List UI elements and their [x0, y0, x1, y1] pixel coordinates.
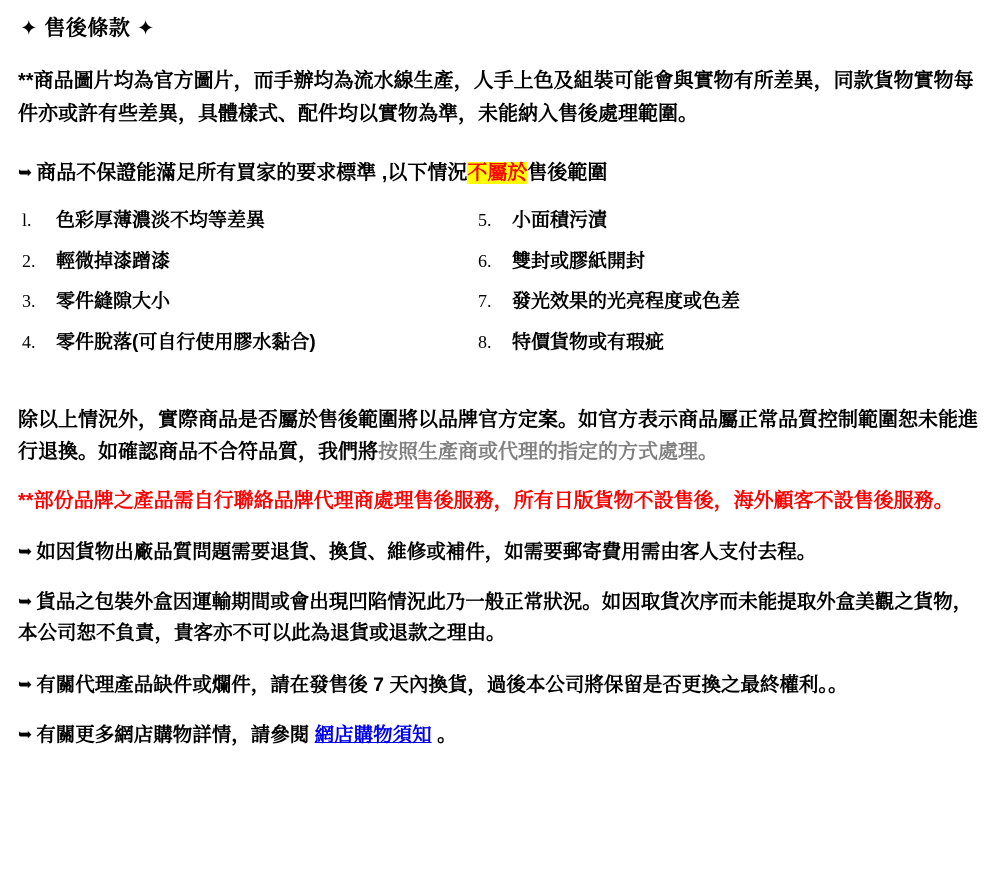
scope-highlight: 不屬於: [467, 162, 528, 185]
policy-text-main: 除以上情況外，實際商品是否屬於售後範圍將以品牌官方定案。如官方表示商品屬正常品質控制範圍恕未能進行退換。如確認商品不合符品質，我們將: [18, 408, 978, 463]
list-item-label: 小面積污漬: [512, 210, 608, 232]
exclusion-list-left: [22, 207, 462, 369]
page-title: ✦ 售後條款 ✦: [20, 17, 155, 40]
policy-text-grey: 按照生產商或代理的指定的方式處理。: [378, 440, 718, 463]
red-notice: **部份品牌之產品需自行聯絡品牌代理商處理售後服務，所有日版貨物不設售後，海外顧客不設售後服務。: [18, 489, 954, 512]
note-shipping: [18, 537, 986, 567]
list-item-number: 4.: [22, 332, 36, 353]
list-item-label: 零件脫落(可自行使用膠水黏合): [56, 332, 316, 354]
list-item: [478, 248, 958, 276]
list-item: [478, 207, 958, 235]
note-packaging: [18, 587, 986, 650]
exclusion-lists: [22, 207, 986, 369]
policy-paragraph: [18, 404, 986, 468]
arrow-icon: ➥: [18, 163, 33, 183]
list-item: [22, 288, 462, 316]
list-item: [478, 288, 958, 316]
arrow-icon: ➥: [18, 591, 33, 611]
arrow-icon: ➥: [18, 725, 33, 745]
shopping-guide-link[interactable]: 網店購物須知: [314, 724, 432, 747]
list-item-label: 特價貨物或有瑕疵: [512, 332, 665, 354]
scope-line-before: 商品不保證能滿足所有買家的要求標準 ,以下情況: [36, 162, 468, 185]
list-item: [478, 329, 958, 357]
list-item-number: 8.: [478, 332, 492, 353]
note-text-before: 有關更多網店購物詳情，請參閱: [36, 724, 315, 747]
list-item-number: 2.: [22, 250, 36, 271]
list-item-label: 雙封或膠紙開封: [512, 250, 646, 272]
note-text: 有關代理產品缺件或爛件，請在發售後 7 天內換貨，過後本公司將保留是否更換之最終權利。。: [36, 673, 848, 696]
list-item: [22, 207, 462, 235]
list-item-number: 5.: [478, 210, 492, 231]
note-text: 如因貨物出廠品質問題需要退貨、換貨、維修或補件，如需要郵寄費用需由客人支付去程。: [36, 540, 817, 563]
note-text: 貨品之包裝外盒因運輸期間或會出現凹陷情況此乃一般正常狀況。如因取貨次序而未能提取外盒美觀之貨物，本公司恕不負責，貴客亦不可以此為退貨或退款之理由。: [18, 590, 973, 645]
list-item-label: 發光效果的光亮程度或色差: [512, 291, 741, 313]
note-more-info: [18, 720, 986, 750]
list-item-number: 6.: [478, 250, 492, 271]
exclusion-list-right: [462, 207, 958, 369]
note-defect: [18, 670, 986, 700]
scope-line-after: 售後範圍: [527, 162, 608, 185]
list-item-number: 7.: [478, 291, 492, 312]
arrow-icon: ➥: [18, 674, 33, 694]
note-text-after: 。: [431, 724, 457, 747]
list-item: [22, 248, 462, 276]
list-item-number: 3.: [22, 291, 36, 312]
list-item-number: l.: [22, 210, 32, 231]
scope-line: [18, 157, 986, 189]
list-item-label: 零件縫隙大小: [56, 291, 171, 313]
intro-paragraph: **商品圖片均為官方圖片，而手辦均為流水線生產，人手上色及組裝可能會與實物有所差異，同款貨物實物每件亦或許有些差異，具體樣式、配件均以實物為準，未能納入售後處理範圍。: [18, 70, 974, 126]
list-item-label: 輕微掉漆蹭漆: [56, 250, 171, 272]
list-item: [22, 329, 462, 357]
arrow-icon: ➥: [18, 541, 33, 561]
list-item-label: 色彩厚薄濃淡不均等差異: [56, 210, 266, 232]
